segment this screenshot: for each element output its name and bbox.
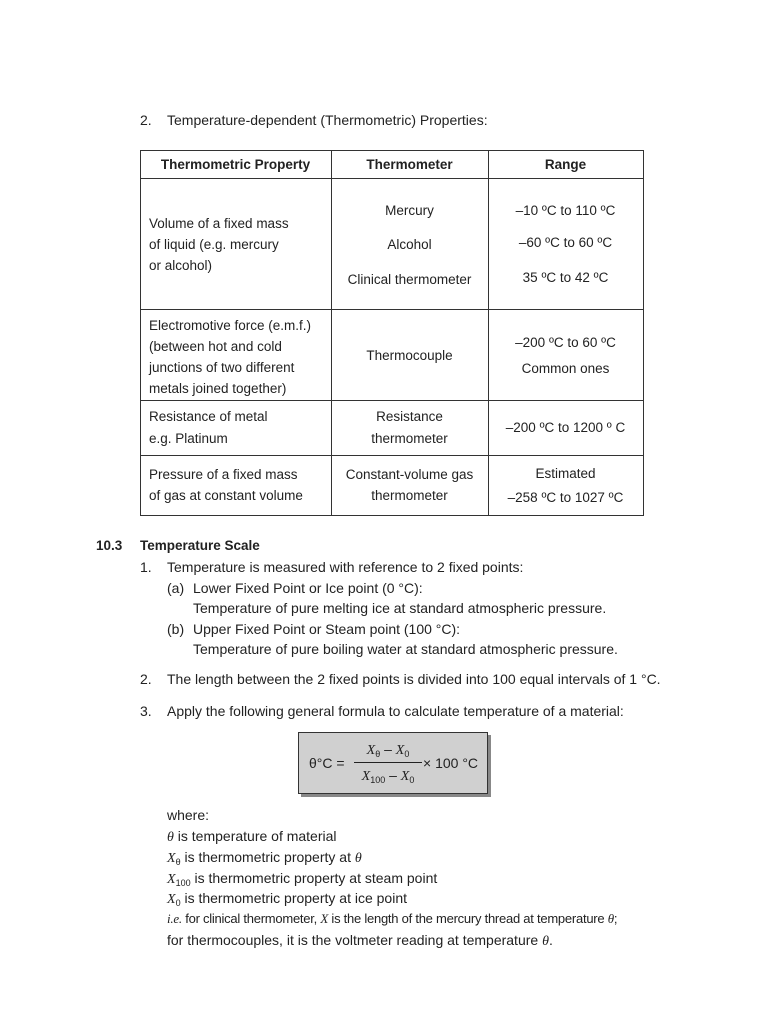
table-cell: (between hot and cold bbox=[149, 339, 282, 354]
table-cell: metals joined together) bbox=[149, 381, 287, 396]
formula-rhs: × 100 °C bbox=[423, 755, 479, 771]
section-title: Temperature Scale bbox=[140, 538, 260, 553]
table-cell: thermometer bbox=[371, 488, 448, 503]
list-number: 1. bbox=[140, 559, 152, 575]
column-header: Thermometric Property bbox=[160, 157, 311, 172]
table-cell: –60 ºC to 60 ºC bbox=[518, 235, 613, 250]
table-border bbox=[140, 178, 644, 179]
list-item: Temperature of pure melting ice at standard atmospheric pressure. bbox=[193, 600, 607, 616]
formula-denominator: $X_{100} - X_0$ bbox=[361, 767, 415, 785]
table-cell: –200 ºC to 60 ºC bbox=[515, 335, 616, 350]
table-cell: Resistance bbox=[376, 409, 443, 424]
table-cell: –200 ºC to 1200 º C bbox=[505, 420, 626, 435]
list-item: Apply the following general formula to calculate temperature of a material: bbox=[167, 703, 624, 719]
section-number: 10.3 bbox=[96, 538, 123, 553]
table-cell: Constant-volume gas bbox=[345, 467, 474, 482]
list-item: Temperature of pure boiling water at standard atmospheric pressure. bbox=[193, 641, 618, 657]
table-border bbox=[643, 150, 644, 516]
list-item: Temperature is measured with reference to 2 fixed points: bbox=[167, 559, 524, 575]
definition-line: i.e. for clinical thermometer, X is the length of the mercury thread at temperature θ; bbox=[167, 911, 618, 926]
list-number: 3. bbox=[140, 703, 152, 719]
table-cell: of liquid (e.g. mercury bbox=[149, 237, 279, 252]
list-item: Lower Fixed Point or Ice point (0 °C): bbox=[193, 580, 423, 596]
table-border bbox=[140, 515, 644, 516]
table-cell: Electromotive force (e.m.f.) bbox=[149, 318, 312, 333]
list-number: 2. bbox=[140, 671, 152, 687]
table-cell: or alcohol) bbox=[149, 258, 213, 273]
table-cell: junctions of two different bbox=[149, 360, 295, 375]
table-cell: Volume of a fixed mass bbox=[149, 216, 289, 231]
formula-numerator: $X_\theta - X_0$ bbox=[366, 741, 410, 759]
table-cell: thermometer bbox=[371, 431, 448, 446]
table-cell: –258 ºC to 1027 ºC bbox=[507, 490, 624, 505]
section-heading: Temperature-dependent (Thermometric) Properties: bbox=[167, 112, 488, 128]
formula-box bbox=[298, 732, 488, 794]
table-cell: Common ones bbox=[521, 361, 610, 376]
fraction-bar bbox=[354, 762, 422, 763]
definition-line: $X_0$ is thermometric property at ice point bbox=[167, 890, 407, 908]
column-header: Thermometer bbox=[366, 157, 453, 172]
table-border bbox=[140, 400, 644, 401]
table-cell: Clinical thermometer bbox=[347, 272, 472, 287]
table-border bbox=[140, 150, 644, 151]
where-label: where: bbox=[167, 807, 210, 823]
table-cell: Mercury bbox=[385, 203, 434, 218]
table-border bbox=[140, 150, 141, 516]
table-cell: Alcohol bbox=[387, 237, 432, 252]
column-header: Range bbox=[544, 157, 587, 172]
definition-line: θ is temperature of material bbox=[167, 828, 337, 845]
table-cell: Pressure of a fixed mass bbox=[149, 467, 298, 482]
definition-line: $X_\theta$ is thermometric property at θ bbox=[167, 849, 362, 867]
definition-line: $X_{100}$ is thermometric property at steam point bbox=[167, 870, 438, 888]
table-border bbox=[140, 309, 644, 310]
list-number: 2. bbox=[140, 112, 152, 128]
table-cell: Resistance of metal bbox=[149, 409, 268, 424]
sub-label: (a) bbox=[167, 580, 185, 596]
formula-lhs: θ°C = bbox=[309, 755, 345, 771]
table-border bbox=[140, 455, 644, 456]
list-item: Upper Fixed Point or Steam point (100 °C): bbox=[193, 621, 461, 637]
list-item: The length between the 2 fixed points is divided into 100 equal intervals of 1 °C. bbox=[167, 671, 661, 687]
table-cell: of gas at constant volume bbox=[149, 488, 303, 503]
thermometric-table bbox=[140, 150, 644, 516]
table-cell: e.g. Platinum bbox=[149, 431, 228, 446]
sub-label: (b) bbox=[167, 621, 185, 637]
definition-line: for thermocouples, it is the voltmeter reading at temperature θ. bbox=[167, 932, 553, 949]
table-cell: Thermocouple bbox=[366, 348, 453, 363]
table-cell: Estimated bbox=[535, 466, 596, 481]
table-cell: –10 ºC to 110 ºC bbox=[515, 203, 616, 218]
table-cell: 35 ºC to 42 ºC bbox=[522, 270, 609, 285]
